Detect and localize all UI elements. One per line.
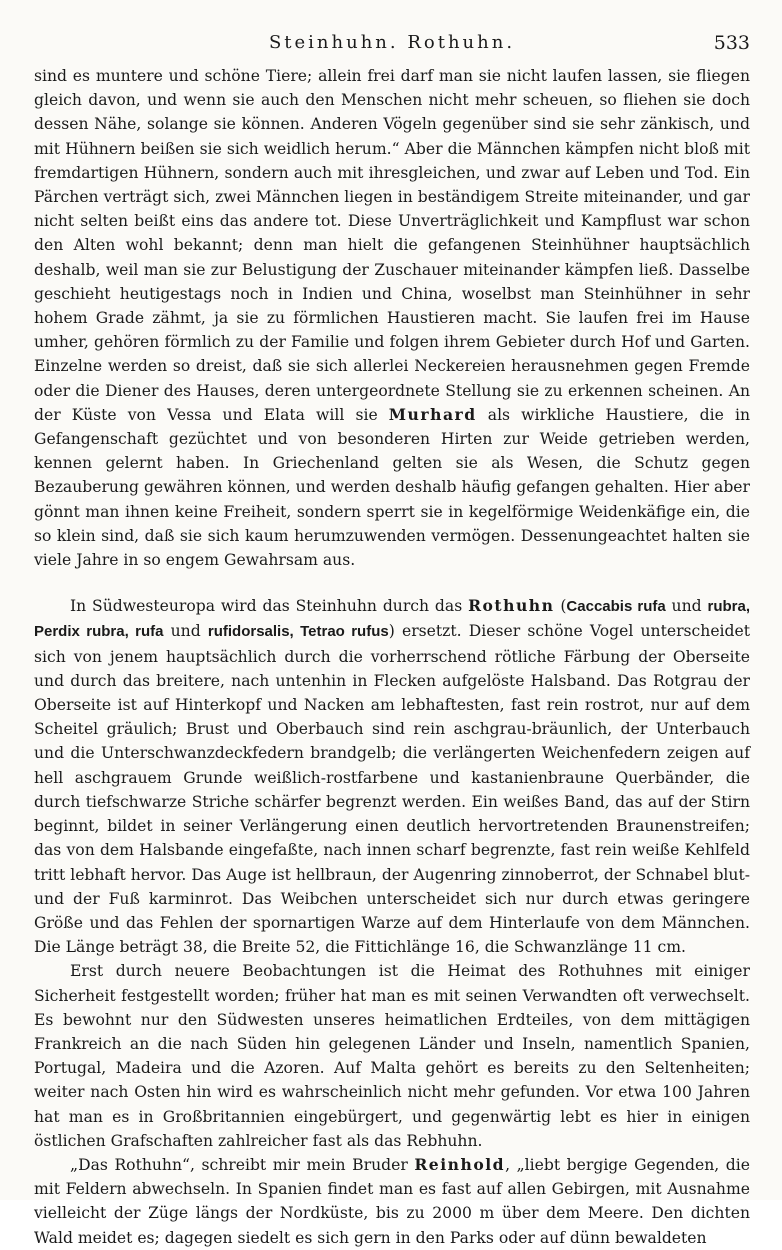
paragraph [34, 959, 750, 1153]
text-run: „Das Rothuhn“, schreibt mir mein Bruder [70, 1155, 415, 1174]
text-run: In Südwesteuropa wird das Steinhuhn durch das [70, 597, 469, 616]
running-title: Steinhuhn. Rothuhn. [268, 32, 516, 53]
page-header [34, 32, 750, 60]
text-run: ) ersetzt. Dieser schöne Vogel unterscheidet sich von jenem hauptsächlich durch die vorherrschend rötliche Färbung der Oberseite und durch das breitere, nach untenhin in Flecken aufgelöste Halsband. Das Rotgrau der Oberseite ist auf Hinterkopf und Nacken am lebhaftesten, fast rein rostrot, nur auf dem Scheitel gräulich; Brust und Oberbauch sind rein aschgrau-bräunlich, der Unterbauch und die Unterschwanzdeckfedern brandgelb; die verlängerten Weichenfedern zeigen auf hell aschgrauem Grunde weißlich-rostfarbene und kastanienbraune Querbänder, die durch tiefschwarze Striche schärfer begrenzt werden. Ein weißes Band, das auf der Stirn beginnt, bildet in seiner Verlängerung einen deutlich hervortretenden Braunenstreifen; das von dem Halsbande eingefaßte, nach innen scharf begrenzte, fast rein weiße Kehlfeld tritt lebhaft hervor. Das Auge ist hellbraun, der Augenring zinnoberrot, der Schnabel blut- und der Fuß karminrot. Das Weibchen unterscheidet sich nur durch etwas geringere Größe und das Fehlen der spornartigen Warze auf dem Hinterlaufe von dem Männchen. Die Länge beträgt 38, die Breite 52, die Fittichlänge 16, die Schwanzlänge 11 cm. [34, 622, 751, 957]
page-number: 533 [713, 32, 750, 54]
paragraph [34, 64, 750, 572]
paragraph-gap [34, 572, 750, 594]
text-run: und [163, 622, 208, 641]
text-run: , „liebt bergige Gegenden, die mit Feldern abwechseln. In Spanien findet man es fast auf allen Gebirgen, mit Ausnahme vielleicht der Züge längs der Nordküste, bis zu 2000 m über dem Meere. Den dichten Wald meidet es; dagegen siedelt es sich gern in den Parks oder auf dünn bewaldeten [34, 1155, 750, 1247]
spaced-name: Reinhold [414, 1154, 506, 1174]
paragraph [34, 1153, 750, 1250]
text-run: ( [554, 597, 567, 616]
spaced-name: Murhard [388, 404, 477, 424]
text-run: Erst durch neuere Beobachtungen ist die Heimat des Rothuhnes mit einiger Sicherheit festgestellt worden; früher hat man es mit seinen Verwandten oft verwechselt. Es bewohnt nur den Südwesten unseres heimatlichen Erdteiles, von dem mittägigen Frankreich an die nach Süden hin gelegenen Länder und Inseln, namentlich Spanien, Portugal, Madeira und die Azoren. Auf Malta gehört es bereits zu den Seltenheiten; weiter nach Osten hin wird es wahrscheinlich nicht mehr gefunden. Vor etwa 100 Jahren hat man es in Großbritannien eingebürgert, und gegenwärtig lebt es hier in einigen östlichen Grafschaften zahlreicher fast als das Rebhuhn. [34, 962, 750, 1150]
spaced-name: Rothuhn [468, 596, 555, 616]
body-text [34, 64, 750, 1250]
paragraph [34, 594, 750, 959]
latin-name: Caccabis rufa [566, 598, 666, 616]
text-run: sind es muntere und schöne Tiere; allein frei darf man sie nicht laufen lassen, sie fliegen gleich davon, und wenn sie auch den Menschen nicht mehr scheuen, so fliehen sie doch dessen Nähe, solange sie können. Anderen Vögeln gegenüber sind sie sehr zänkisch, und mit Hühnern beißen sie sich weidlich herum.“ Aber die Männchen kämpfen nicht bloß mit fremdartigen Hühnern, sondern auch mit ihresgleichen, und zwar auf Leben und Tod. Ein Pärchen verträgt sich, zwei Männchen liegen in beständigem Streite miteinander, und gar nicht selten beißt eins das andere tot. Diese Unverträglichkeit und Kampflust war schon den Alten wohl bekannt; denn man hielt die gefangenen Steinhühner hauptsächlich deshalb, weil man sie zur Belustigung der Zuschauer miteinander kämpfen ließ. Dasselbe geschieht heutigestags noch in Indien und China, woselbst man Steinhühner in sehr hohem Grade zähmt, ja sie zu förmlichen Haustieren macht. Sie laufen frei im Hause umher, gehören förmlich zu der Familie und folgen ihrem Gebieter durch Hof und Garten. Einzelne werden so dreist, daß sie sich allerlei Neckereien herausnehmen gegen Fremde oder die Diener des Hauses, deren untergeordnete Stellung sie zu erkennen scheinen. An der Küste von Vessa und Elata will sie [34, 67, 750, 424]
latin-name: rubra, Perdix rubra, rufa [34, 598, 750, 641]
text-run: und [665, 597, 708, 616]
latin-name: rufidorsalis, Tetrao rufus [207, 623, 389, 641]
text-run: als wirkliche Haustiere, die in Gefangenschaft gezüchtet und von besonderen Hirten zur Weide getrieben werden, kennen gelernt haben. In Griechenland gelten sie als Wesen, die Schutz gegen Bezauberung gewähren können, und werden deshalb häufig gefangen gehalten. Hier aber gönnt man ihnen keine Freiheit, sondern sperrt sie in kegelförmige Weidenkäfige ein, die so klein sind, daß sie sich kaum herumzuwenden vermögen. Dessenungeachtet halten sie viele Jahre in so engem Gewahrsam aus. [34, 405, 750, 570]
